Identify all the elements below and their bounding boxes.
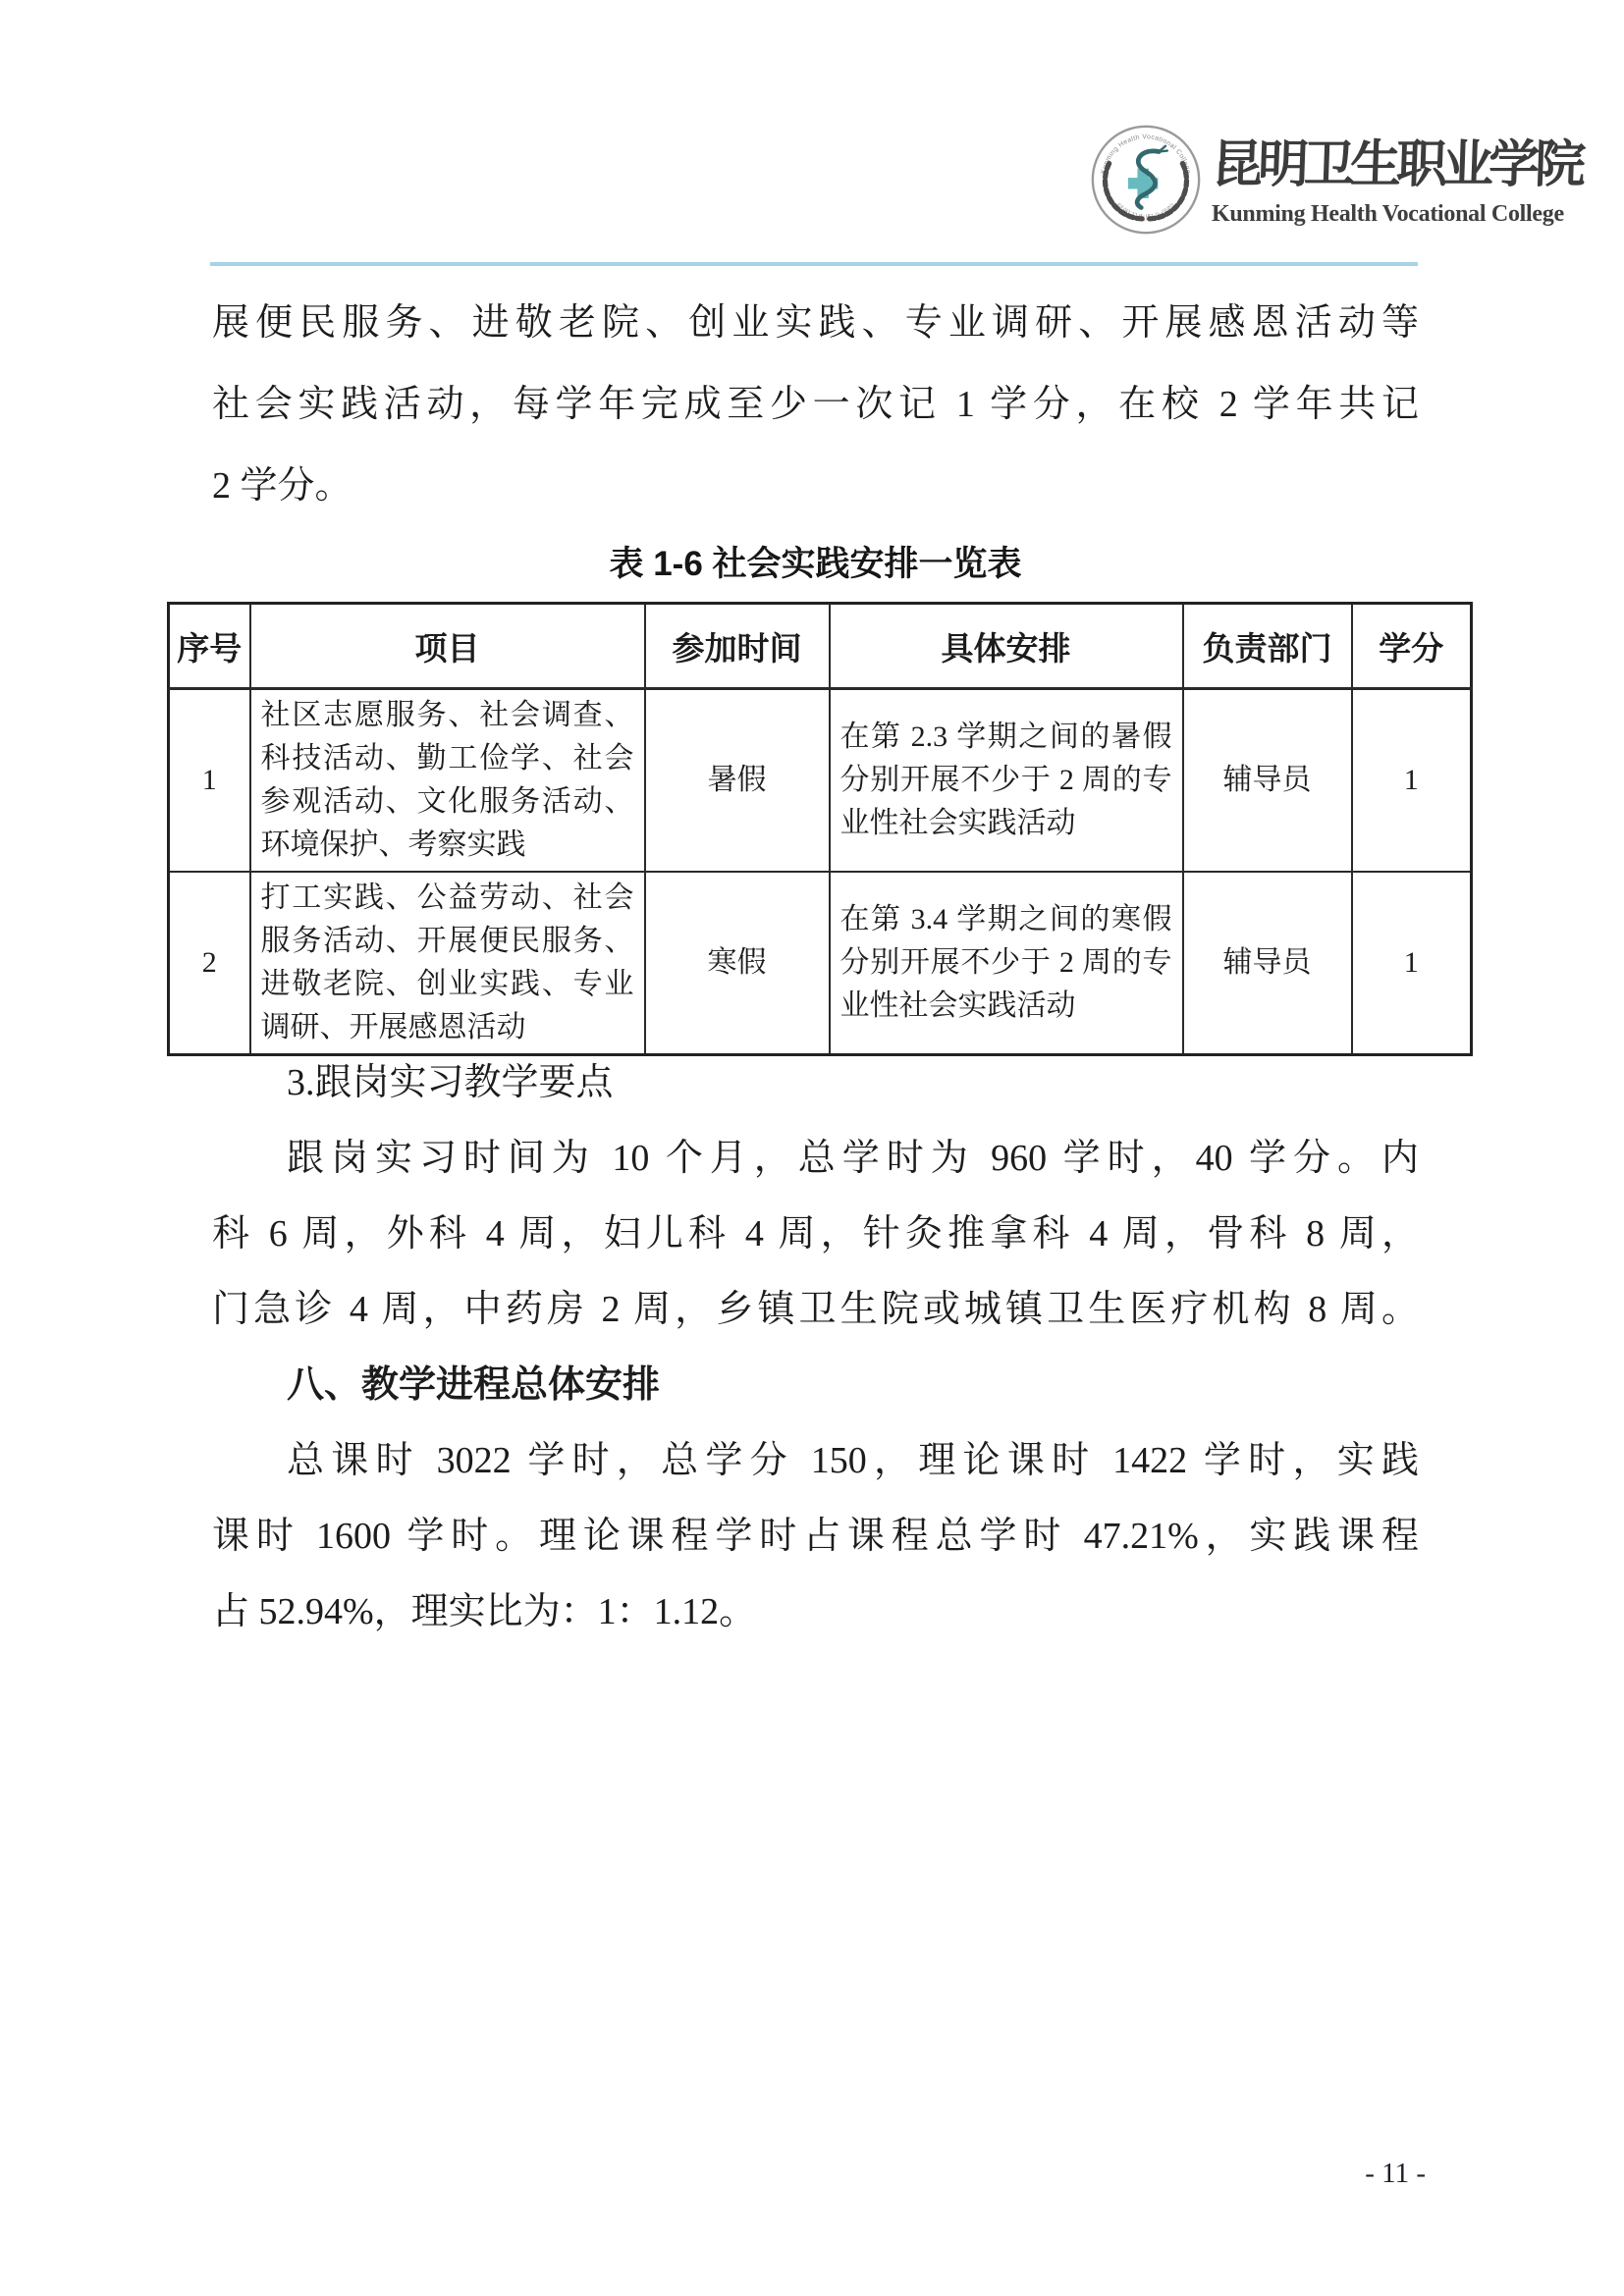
seal-ring-text-zh: 昆明卫生职业学院 [1112,201,1179,224]
paragraph-social-practice [212,283,1419,527]
col-header-credits: 学分 [1352,604,1472,689]
table-row [169,872,1472,1055]
col-header-arrangement: 具体安排 [830,604,1183,689]
college-name-english: Kunming Health Vocational College [1212,201,1564,227]
college-name-calligraphy: 昆明卫生职业学院 [1211,137,1583,193]
body-line: 跟岗实习时间为 10 个月，总学时为 960 学时，40 学分。内 [287,1138,1419,1179]
cell-credits: 1 [1352,872,1472,1055]
body-line: 社会实践活动，每学年完成至少一次记 1 学分，在校 2 学年共记 [212,384,1419,425]
table-row [169,689,1472,873]
cell-project: 社区志愿服务、社会调查、科技活动、勤工俭学、社会参观活动、文化服务活动、环境保护、考察实践 [250,689,645,873]
body-line: 2 学分。 [212,465,352,507]
cell-department: 辅导员 [1183,689,1352,873]
col-header-department: 负责部门 [1183,604,1352,689]
col-header-project: 项目 [250,604,645,689]
header-divider [210,262,1418,266]
table-header-row [169,604,1472,689]
cell-no: 1 [169,689,250,873]
lower-text-block [212,1045,1419,1650]
cell-arrangement: 在第 3.4 学期之间的寒假分别开展不少于 2 周的专业性社会实践活动 [830,872,1183,1055]
social-practice-table [167,602,1473,1056]
cell-time: 寒假 [645,872,830,1055]
body-line: 门急诊 4 周，中药房 2 周，乡镇卫生院或城镇卫生医疗机构 8 周。 [212,1289,1419,1330]
seal-ring-text-en: Kunming Health Vocational College [1100,133,1192,175]
table-caption: 表 1-6 社会实践安排一览表 [609,545,1022,583]
cell-project: 打工实践、公益劳动、社会服务活动、开展便民服务、进敬老院、创业实践、专业调研、开展感恩活动 [250,872,645,1055]
col-header-time: 参加时间 [645,604,830,689]
col-header-no: 序号 [169,604,250,689]
cell-arrangement: 在第 2.3 学期之间的暑假分别开展不少于 2 周的专业性社会实践活动 [830,689,1183,873]
college-seal-logo [1090,124,1202,236]
section-heading-schedule: 八、教学进程总体安排 [287,1364,661,1406]
cell-department: 辅导员 [1183,872,1352,1055]
section-heading-internship: 3.跟岗实习教学要点 [287,1062,614,1103]
body-line: 科 6 周，外科 4 周，妇儿科 4 周，针灸推拿科 4 周，骨科 8 周， [212,1213,1419,1255]
body-line: 占 52.94%，理实比为：1：1.12。 [212,1591,757,1632]
college-name-block [1211,137,1583,228]
body-line: 展便民服务、进敬老院、创业实践、专业调研、开展感恩活动等 [212,302,1419,344]
cell-time: 暑假 [645,689,830,873]
page-number: - 11 - [1365,2158,1426,2189]
cell-no: 2 [169,872,250,1055]
cell-credits: 1 [1352,689,1472,873]
body-line: 课时 1600 学时。理论课程学时占课程总学时 47.21%，实践课程 [212,1516,1419,1557]
body-line: 总课时 3022 学时，总学分 150，理论课时 1422 学时，实践 [287,1440,1419,1481]
